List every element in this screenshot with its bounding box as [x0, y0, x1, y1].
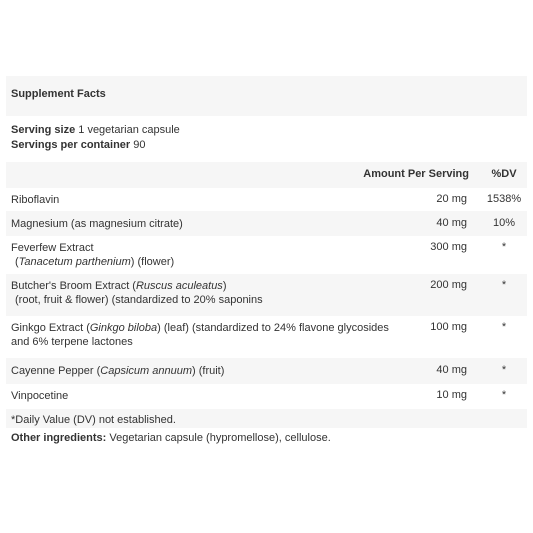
- serving-info: [6, 116, 527, 162]
- table-row: [6, 384, 527, 409]
- nutrient-dv: *: [501, 389, 507, 401]
- nutrient-dv: 10%: [492, 217, 516, 229]
- nutrient-table: [6, 162, 527, 428]
- latin-name: Tanacetum parthenium: [18, 256, 131, 268]
- latin-name: Capsicum annuum: [100, 365, 192, 377]
- nutrient-amount: 200 mg: [430, 279, 467, 291]
- table-row: [6, 211, 527, 236]
- panel-title: Supplement Facts: [6, 76, 527, 116]
- nutrient-name: Butcher's Broom Extract (Ruscus aculeatus): [11, 280, 227, 292]
- servings-value: 90: [133, 139, 146, 151]
- nutrient-detail: and 6% terpene lactones: [11, 336, 133, 348]
- nutrient-dv: *: [501, 241, 507, 253]
- footnote: *Daily Value (DV) not established.: [11, 414, 176, 426]
- other-ingredients: [6, 428, 527, 444]
- supplement-facts-panel: [6, 76, 527, 444]
- servings-per-container-line: [11, 138, 527, 153]
- table-row: [6, 188, 527, 211]
- nutrient-dv: *: [501, 321, 507, 333]
- servings-label: Servings per container: [11, 139, 131, 151]
- nutrient-name: Ginkgo Extract (Ginkgo biloba) (leaf) (standardized to 24% flavone glycosides: [11, 322, 389, 334]
- serving-size-line: [11, 123, 527, 138]
- nutrient-dv: 1538%: [486, 193, 522, 205]
- nutrient-name: Vinpocetine: [11, 390, 69, 402]
- nutrient-amount: 10 mg: [436, 389, 467, 401]
- nutrient-amount: 40 mg: [436, 217, 467, 229]
- nutrient-name: Feverfew Extract: [11, 242, 94, 254]
- nutrient-name: Riboflavin: [11, 194, 60, 206]
- table-row: [6, 358, 527, 384]
- nutrient-amount: 300 mg: [430, 241, 467, 253]
- serving-size-value: 1 vegetarian capsule: [78, 124, 180, 136]
- table-header: [6, 162, 527, 188]
- serving-size-label: Serving size: [11, 124, 76, 136]
- nutrient-amount: 100 mg: [430, 321, 467, 333]
- amount-header: Amount Per Serving: [363, 168, 469, 180]
- nutrient-amount: 20 mg: [436, 193, 467, 205]
- other-ingredients-label: Other ingredients:: [11, 432, 107, 444]
- nutrient-detail: (Tanacetum parthenium) (flower): [15, 256, 175, 268]
- footnote-row: [6, 409, 527, 428]
- nutrient-dv: *: [501, 279, 507, 291]
- nutrient-amount: 40 mg: [436, 364, 467, 376]
- nutrient-name: Magnesium (as magnesium citrate): [11, 218, 183, 230]
- latin-name: Ginkgo biloba: [89, 322, 158, 334]
- latin-name: Ruscus aculeatus: [135, 280, 223, 292]
- nutrient-name: Cayenne Pepper (Capsicum annuum) (fruit): [11, 365, 225, 377]
- table-row: [6, 316, 527, 358]
- dv-header: %DV: [491, 168, 517, 180]
- nutrient-detail: (root, fruit & flower) (standardized to 20% saponins: [15, 294, 263, 306]
- table-row: [6, 274, 527, 316]
- nutrient-dv: *: [501, 364, 507, 376]
- other-ingredients-value: Vegetarian capsule (hypromellose), cellulose.: [109, 432, 331, 444]
- table-row: [6, 236, 527, 274]
